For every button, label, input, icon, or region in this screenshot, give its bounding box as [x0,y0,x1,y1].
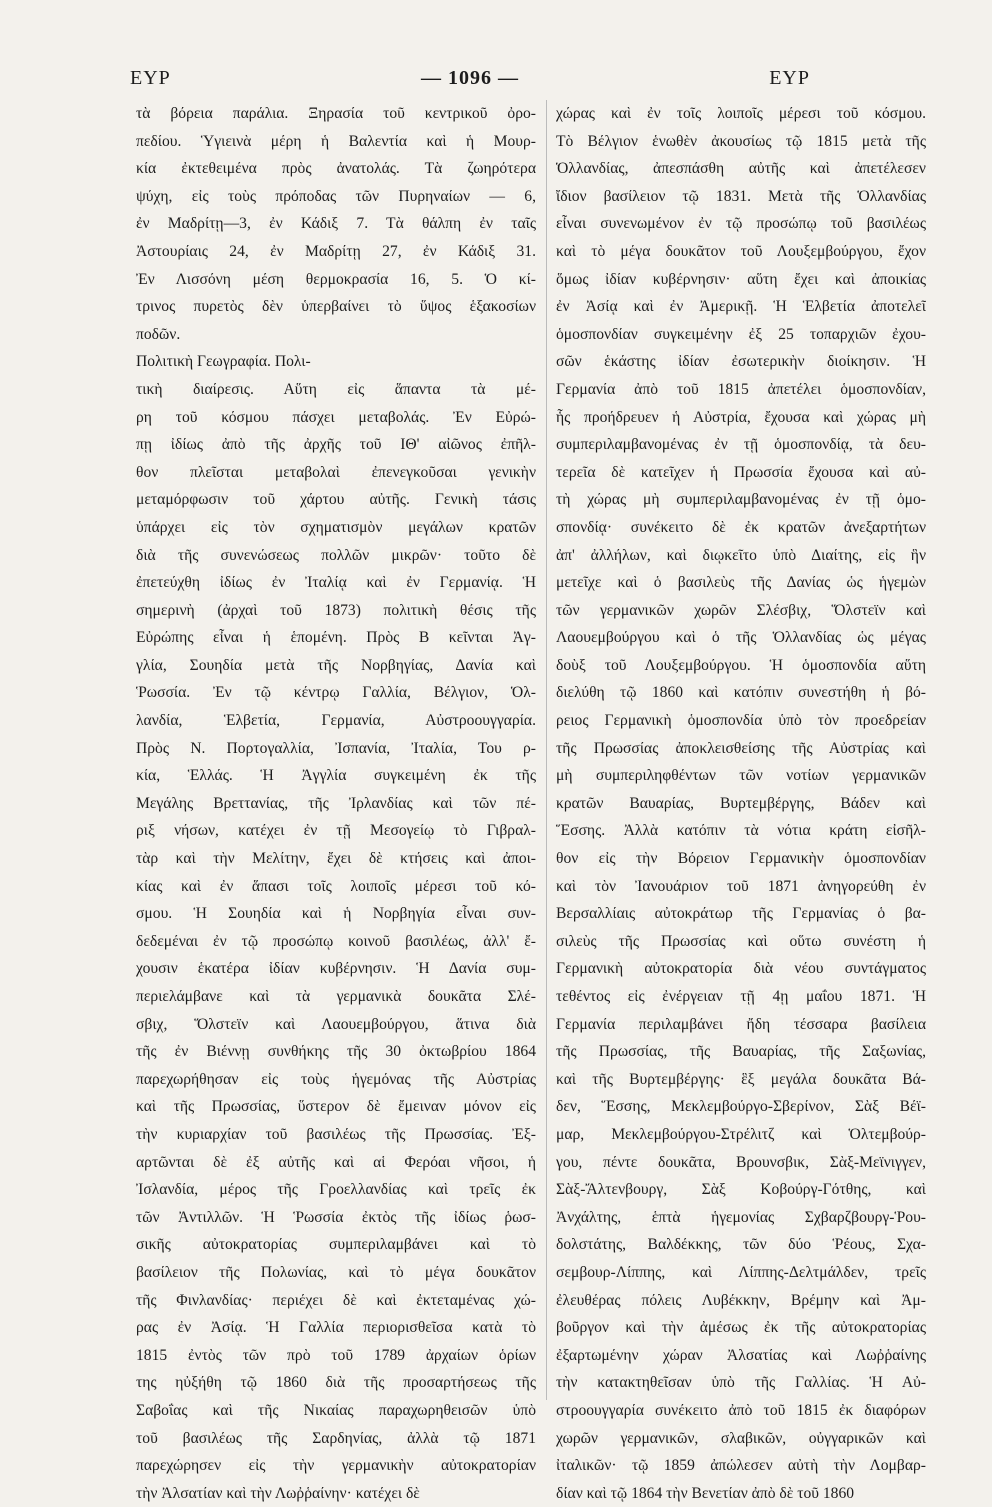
text-line: χουσιν ἑκατέρα ἰδίαν κυβέρνησιν. Ἡ Δανία συμ- [136,960,536,978]
text-line: εἶναι συνενωμένον ἐν τῷ προσώπῳ τοῦ βασιλέως [556,215,926,233]
text-line: κίας καὶ ἐν ἅπασι τοῖς λοιποῖς μέρεσι τοῦ κό- [136,877,536,895]
text-line: δολστάτης, Βαλδέκκης, τῶν δύο Ῥέους, Σχα- [556,1236,926,1254]
text-line: μετεῖχε καὶ ὁ βασιλεὺς τῆς Δανίας ὡς ἡγεμὼν [556,574,926,592]
text-line: λανδία, Ἑλβετία, Γερμανία, Αὐστροουγγαρία. [136,712,536,730]
text-line: ρειος Γερμανικὴ ὁμοσπονδία ὑπὸ τὸν προεδρείαν [556,712,926,730]
text-line: Μεγάλης Βρεττανίας, τῆς Ἰρλανδίας καὶ τῶν πέ- [136,794,536,812]
page-number: — 1096 — [421,66,519,89]
text-line: κρατῶν Βαυαρίας, Βυρτεμβέργης, Βάδεν καὶ [556,794,926,812]
text-line: σβιχ, Ὅλστεϊν καὶ Λαουεμβούργου, ἅτινα διὰ [136,1015,536,1033]
text-line: πεδίου. Ὑγιεινὰ μέρη ἡ Βαλεντία καὶ ἡ Μουρ- [136,132,536,150]
text-line: Πολιτικὴ Γεωγραφία. Πολι- [136,353,311,371]
text-line: Ἐν Λισσόνη μέση θερμοκρασία 16, 5. Ὁ κί- [136,270,536,288]
text-line: τὰ βόρεια παράλια. Ξηρασία τοῦ κεντρικοῦ ὀρο- [136,105,536,122]
text-line: Ῥωσσία. Ἐν τῷ κέντρῳ Γαλλία, Βέλγιον, Ὁλ- [136,684,536,702]
text-line: μεταμόρφωσιν τοῦ χάρτου αὐτῆς. Γενικὴ τάσις [136,491,536,509]
text-line: Ἰσλανδία, μέρος τῆς Γροελλανδίας καὶ τρεῖς ἐκ [136,1181,536,1199]
text-line: Γερμανία ἀπὸ τοῦ 1815 ἀπετέλει ὁμοσπονδίαν, [556,380,926,398]
text-line: σῶν ἑκάστης ἰδίαν ἐσωτερικὴν διοίκησιν. Ἡ [556,353,926,371]
text-line: τὰρ καὶ τὴν Μελίτην, ἔχει δὲ κτήσεις καὶ ἀποι- [136,850,536,868]
text-line: σεμβουρ-Λίππης, καὶ Λίππης-Δελτμάλδεν, τρεῖς [556,1263,926,1281]
text-line: Σὰξ-Ἄλτενβουργ, Σὰξ Κοβούργ-Γότθης, καὶ [556,1181,926,1199]
text-line: παρεχώρησεν εἰς τὴν γερμανικὴν αὐτοκρατορίαν [136,1457,536,1475]
text-line: ἐν Ἀσίᾳ καὶ ἐν Ἀμερικῇ. Ἡ Ἑλβετία ἀποτελεῖ [556,298,926,316]
text-line: ἐπετεύχθη ἰδίως ἐν Ἰταλίᾳ καὶ ἐν Γερμανίᾳ. Ἡ [136,574,536,592]
text-line: ὑπάρχει εἰς τὸν σχηματισμὸν μεγάλων κρατῶν [136,518,536,536]
text-line: χωρῶν γερμανικῶν, σλαβικῶν, οὐγγαρικῶν καὶ [556,1429,926,1447]
text-line: τῆς ἐν Βιέννῃ συνθήκης τῆς 30 ὀκτωβρίου 1864 [136,1043,536,1061]
text-line: ἧς προήδρευεν ἡ Αὐστρία, ἔχουσα καὶ χώρας μὴ [556,408,926,426]
text-line: ὁμοσπονδίαν συγκειμένην ἐξ 25 τοπαρχιῶν ἐχου- [556,325,926,343]
text-line: τὴν Ἀλσατίαν καὶ τὴν Λωῤῥαίνην· κατέχει δὲ [136,1484,420,1502]
text-line: τὴν κατακτηθεῖσαν ὑπὸ τῆς Γαλλίας. Ἡ Αὐ- [556,1374,926,1392]
text-line: δίαν καὶ τῷ 1864 τὴν Βενετίαν ἀπὸ δὲ τοῦ 1860 [556,1484,855,1502]
text-line: συμπεριλαμβανομένας ἐν τῇ ὁμοσπονδίᾳ, τὰ δευ- [556,436,926,454]
text-line: κία, Ἑλλάς. Ἡ Ἀγγλία συγκειμένη ἐκ τῆς [136,767,536,785]
text-line: θον πλεῖσται μεταβολαὶ ἐπενεγκοῦσαι γενικὴν [136,463,536,481]
header-left: ΕΥΡ [130,66,171,89]
text-line: ριξ νήσων, κατέχει ἐν τῇ Μεσογείῳ τὸ Γιβραλ- [136,822,536,840]
text-line: τὴν κυριαρχίαν τοῦ βασιλέως τῆς Πρωσσίας. Ἐξ- [136,1125,536,1143]
text-line: κία ἐκτεθειμένα πρὸς ἀνατολάς. Τὰ ζωηρότερα [136,160,536,178]
text-line: Πρὸς Ν. Πορτογαλλία, Ἰσπανία, Ἰταλία, Του ρ- [136,739,536,757]
text-line: ἰταλικῶν· τῷ 1859 ἀπώλεσεν αὐτὴ τὴν Λομβαρ- [556,1457,926,1475]
text-line: τικὴ διαίρεσις. Αὕτη εἰς ἅπαντα τὰ μέ- [136,380,536,398]
text-line: δεν, Ἕσσης, Μεκλεμβούργο-Σβερίνον, Σὰξ Βέϊ- [556,1098,926,1116]
text-line: Γερμανικὴ αὐτοκρατορία διὰ νέου συντάγματος [556,960,926,978]
running-header [130,66,810,90]
text-line: τῆς Πρωσσίας ἀποκλεισθείσης τῆς Αὐστρίας καὶ [556,739,926,757]
text-line: παρεχωρήθησαν εἰς τοὺς ἡγεμόνας τῆς Αὐστρίας [136,1070,536,1088]
text-line: σιλεὺς τῆς Πρωσσίας καὶ οὕτω συνέστη ἡ [556,932,926,950]
text-line: βασίλειον τῆς Πολωνίας, καὶ τὸ μέγα δουκᾶτον [136,1263,536,1281]
text-line: χώρας καὶ ἐν τοῖς λοιποῖς μέρεσι τοῦ κόσμου. [556,105,926,122]
text-line: σικῆς αὐτοκρατορίας συμπεριλαμβάνει καὶ τὸ [136,1236,536,1254]
left-column [136,100,536,1507]
text-line: μαρ, Μεκλεμβούργου-Στρέλιτζ καὶ Ὁλτεμβούρ- [556,1125,926,1143]
text-line: ποδῶν. [136,325,181,343]
text-line: τεθέντος εἰς ἐνέργειαν τῇ 4ῃ μαΐου 1871. Ἡ [556,988,926,1005]
text-line: μὴ συμπεριληφθέντων τῶν νοτίων γερμανικῶν [556,767,926,785]
text-line: καὶ τῆς Βυρτεμβέργης· ἓξ μεγάλα δουκᾶτα Βά- [556,1070,926,1088]
text-line: ὅμως ἰδίαν κυβέρνησιν· αὕτη ἔχει καὶ ἀποικίας [556,270,926,288]
text-line: τῶν γερμανικῶν χωρῶν Σλέσβιχ, Ὅλστεϊν καὶ [556,601,926,619]
text-line: καὶ τῆς Πρωσσίας, ὕστερον δὲ ἔμειναν μόνον εἰς [136,1098,536,1116]
text-line: πῃ ἰδίως ἀπὸ τῆς ἀρχῆς τοῦ ΙΘ' αἰῶνος ἐπῆλ- [136,436,536,454]
text-line: διελύθη τῷ 1860 καὶ κατόπιν συνεστήθη ἡ βό- [556,684,926,702]
text-line: αρτῶνται δὲ ἐξ αὐτῆς καὶ αἱ Φερόαι νῆσοι, ἡ [136,1153,536,1171]
text-line: ἐν Μαδρίτῃ—3, ἐν Κάδιξ 7. Τὰ θάλπη ἐν ταῖς [136,215,536,233]
text-line: σπονδίᾳ· συνέκειτο δὲ ἐκ κρατῶν ἀνεξαρτήτων [556,518,926,536]
column-divider [546,100,547,1400]
text-line: γλία, Σουηδία μετὰ τῆς Νορβηγίας, Δανία καὶ [136,656,536,674]
text-line: καὶ τὸν Ἰανουάριον τοῦ 1871 ἀνηγορεύθη ἐν [556,877,926,895]
text-line: σμου. Ἡ Σουηδία καὶ ἡ Νορβηγία εἶναι συν- [136,905,536,923]
text-line: ψύχη, εἰς τοὺς πρόποδας τῶν Πυρηναίων — 6, [136,187,536,205]
text-line: τερεῖα δὲ κατεῖχεν ἡ Πρωσσία ἔχουσα καὶ αὐ- [556,463,926,481]
text-line: καὶ τὸ μέγα δουκᾶτον τοῦ Λουξεμβούργου, ἔχον [556,242,926,260]
text-line: ἐλευθέρας πόλεις Λυβέκκην, Βρέμην καὶ Ἀμ- [556,1291,926,1309]
text-line: Λαουεμβούργου καὶ ὁ τῆς Ὁλλανδίας ὡς μέγας [556,629,926,647]
text-line: της ηὐξήθη τῷ 1860 διὰ τῆς προσαρτήσεως τῆς [136,1374,536,1392]
text-line: τὴ χώρας μὴ συμπεριλαμβανομένας ἐν τῇ ὁμο- [556,491,926,509]
text-line: στροουγγαρία συνέκειτο ἀπὸ τοῦ 1815 ἐκ διαφόρων [556,1401,926,1419]
text-line: τοῦ βασιλέως τῆς Σαρδηνίας, ἀλλὰ τῷ 1871 [136,1429,536,1447]
text-line: ρας ἐν Ἀσίᾳ. Ἡ Γαλλία περιορισθεῖσα κατὰ τὸ [136,1319,536,1337]
text-line: Εὐρώπης εἶναι ἡ ἑπομένη. Πρὸς Β κεῖνται Ἀγ- [136,629,536,647]
text-line: Σαβοΐας καὶ τῆς Νικαίας παραχωρηθεισῶν ὑπὸ [136,1401,536,1419]
text-line: βοῦργον καὶ τὴν ἀμέσως ἐκ τῆς αὐτοκρατορίας [556,1319,926,1337]
text-line: δεδεμέναι ἐν τῷ προσώπῳ κοινοῦ βασιλέως, ἀλλ' ἔ- [136,932,536,950]
text-line: θον εἰς τὴν Βόρειον Γερμανικὴν ὁμοσπονδίαν [556,850,926,868]
text-line: ρη τοῦ κόσμου πάσχει μεταβολάς. Ἐν Εὐρώ- [136,408,536,426]
text-line: τῆς Φινλανδίας· περιέχει δὲ καὶ ἐκτεταμένας χώ- [136,1291,536,1309]
text-line: Γερμανία περιλαμβάνει ἤδη τέσσαρα βασίλεια [556,1015,926,1033]
text-line: διὰ τῆς συνενώσεως πολλῶν μικρῶν· τοῦτο δὲ [136,546,536,564]
text-line: σημερινὴ (ἀρχαὶ τοῦ 1873) πολιτικὴ θέσις τῆς [136,601,536,619]
text-line: τῆς Πρωσσίας, τῆς Βαυαρίας, τῆς Σαξωνίας, [556,1043,926,1061]
text-line: ἐξαρτωμένην χώραν Ἀλσατίας καὶ Λωῤῥαίνης [556,1346,926,1364]
text-line: Ἀστουρίαις 24, ἐν Μαδρίτῃ 27, ἐν Κάδιξ 31. [136,242,536,260]
text-line: τρινος πυρετὸς δὲν ὑπερβαίνει τὸ ὕψος ἑξακοσίων [136,298,536,316]
text-line: ἀπ' ἀλλήλων, καὶ διῳκεῖτο ὑπὸ Διαίτης, εἰς ἣν [556,546,926,564]
text-line: 1815 ἐντὸς τῶν πρὸ τοῦ 1789 ἀρχαίων ὁρίων [136,1346,536,1364]
text-line: Ὁλλανδίας, ἀπεσπάσθη αὐτῆς καὶ ἀπετέλεσεν [556,160,926,178]
text-line: Τὸ Βέλγιον ἑνωθὲν ἀκουσίως τῷ 1815 μετὰ τῆς [556,132,926,150]
text-line: δοὺξ τοῦ Λουξεμβούργου. Ἡ ὁμοσπονδία αὕτη [556,656,926,674]
text-line: γου, πέντε δουκᾶτα, Βρουνσβικ, Σὰξ-Μεϊνιγγεν, [556,1153,926,1171]
text-line: Βερσαλλίαις αὐτοκράτωρ τῆς Γερμανίας ὁ βα- [556,905,926,923]
text-line: ἴδιον βασίλειον τῷ 1831. Μετὰ τῆς Ὁλλανδίας [556,187,926,205]
text-line: Ἀνχάλτης, ἑπτὰ ἡγεμονίας Σχβαρζβουργ-Ῥου- [556,1208,926,1226]
right-column [556,100,926,1507]
text-line: περιελάμβανε καὶ τὰ γερμανικὰ δουκᾶτα Σλέ- [136,988,536,1005]
text-line: Ἕσσης. Ἀλλὰ κατόπιν τὰ νότια κράτη εἰσῆλ- [556,822,926,840]
header-right: ΕΥΡ [769,66,810,89]
text-line: τῶν Ἀντιλλῶν. Ἡ Ῥωσσία ἐκτὸς τῆς ἰδίως ῥωσ- [136,1208,536,1226]
